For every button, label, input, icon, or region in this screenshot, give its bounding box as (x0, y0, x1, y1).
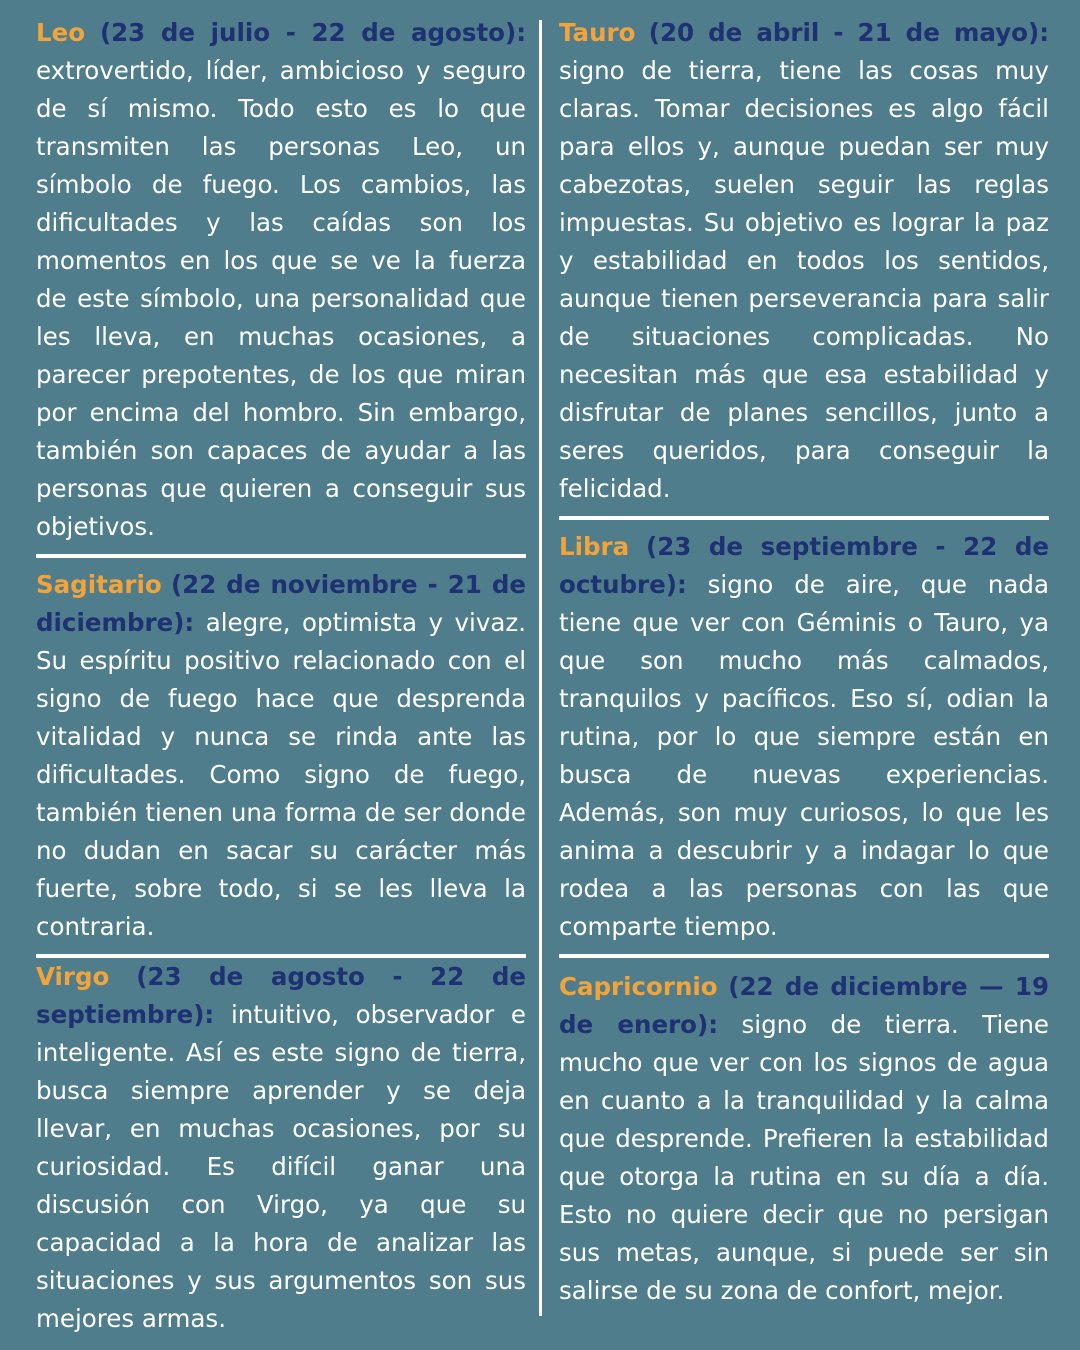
entry-tauro (559, 14, 1049, 508)
section-divider (559, 954, 1049, 958)
sign-dates: (23 de agosto - 22 de septiembre): (36, 962, 526, 1029)
sign-name: Leo (36, 18, 86, 47)
sign-dates: (22 de diciembre — 19 de enero): (559, 972, 1049, 1039)
sign-dates: (23 de septiembre - 22 de octubre): (559, 532, 1049, 599)
sign-name: Capricornio (559, 972, 718, 1001)
right-column (559, 14, 1049, 1310)
sign-name: Sagitario (36, 570, 162, 599)
sign-description: signo de aire, que nada tiene que ver con Géminis o Tauro, ya que son mucho más calmados, tranquilos y pacíficos. Eso sí, odian la rutina, por lo que siempre están en busca de nuevas experiencias. Además, son muy curiosos, lo que les anima a descubrir y a indagar lo que rodea a las personas con las que comparte tiempo. (559, 570, 1049, 941)
sign-description: intuitivo, observador e inteligente. Así es este signo de tierra, busca siempre aprender y se deja llevar, en muchas ocasiones, por su curiosidad. Es difícil ganar una discusión con Virgo, ya que su capacidad a la hora de analizar las situaciones y sus argumentos son sus mejores armas. (36, 1000, 526, 1333)
entry-leo (36, 14, 526, 546)
sign-description: alegre, optimista y vivaz. Su espíritu positivo relacionado con el signo de fuego hace que desprenda vitalidad y nunca se rinda ante las dificultades. Como signo de fuego, también tienen una forma de ser donde no dudan en sacar su carácter más fuerte, sobre todo, si se les lleva la contraria. (36, 608, 526, 941)
sign-description: signo de tierra. Tiene mucho que ver con los signos de agua en cuanto a la tranquilidad y la calma que desprende. Prefieren la estabilidad que otorga la rutina en su día a día. Esto no quiere decir que no persigan sus metas, aunque, si puede ser sin salirse de su zona de confort, mejor. (559, 1010, 1049, 1305)
sign-dates: (23 de julio - 22 de agosto): (99, 18, 526, 47)
sign-name: Tauro (559, 18, 636, 47)
section-divider (559, 516, 1049, 520)
entry-virgo (36, 958, 526, 1338)
column-divider (539, 20, 542, 1316)
left-column (36, 14, 526, 1338)
sign-name: Virgo (36, 962, 110, 991)
sign-description: signo de tierra, tiene las cosas muy claras. Tomar decisiones es algo fácil para ellos y, aunque puedan ser muy cabezotas, suelen seguir las reglas impuestas. Su objetivo es lograr la paz y estabilidad en todos los sentidos, aunque tienen perseverancia para salir de situaciones complicadas. No necesitan más que esa estabilidad y disfrutar de planes sencillos, junto a seres queridos, para conseguir la felicidad. (559, 56, 1049, 503)
sign-dates: (22 de noviembre - 21 de diciembre): (36, 570, 526, 637)
section-divider (36, 554, 526, 558)
entry-capricornio (559, 968, 1049, 1310)
entry-libra (559, 528, 1049, 946)
sign-description: extrovertido, líder, ambicioso y seguro de sí mismo. Todo esto es lo que transmiten las personas Leo, un símbolo de fuego. Los cambios, las dificultades y las caídas son los momentos en los que se ve la fuerza de este símbolo, una personalidad que les lleva, en muchas ocasiones, a parecer prepotentes, de los que miran por encima del hombro. Sin embargo, también son capaces de ayudar a las personas que quieren a conseguir sus objetivos. (36, 56, 526, 541)
sign-name: Libra (559, 532, 630, 561)
sign-dates: (20 de abril - 21 de mayo): (648, 18, 1049, 47)
entry-sagitario (36, 566, 526, 946)
